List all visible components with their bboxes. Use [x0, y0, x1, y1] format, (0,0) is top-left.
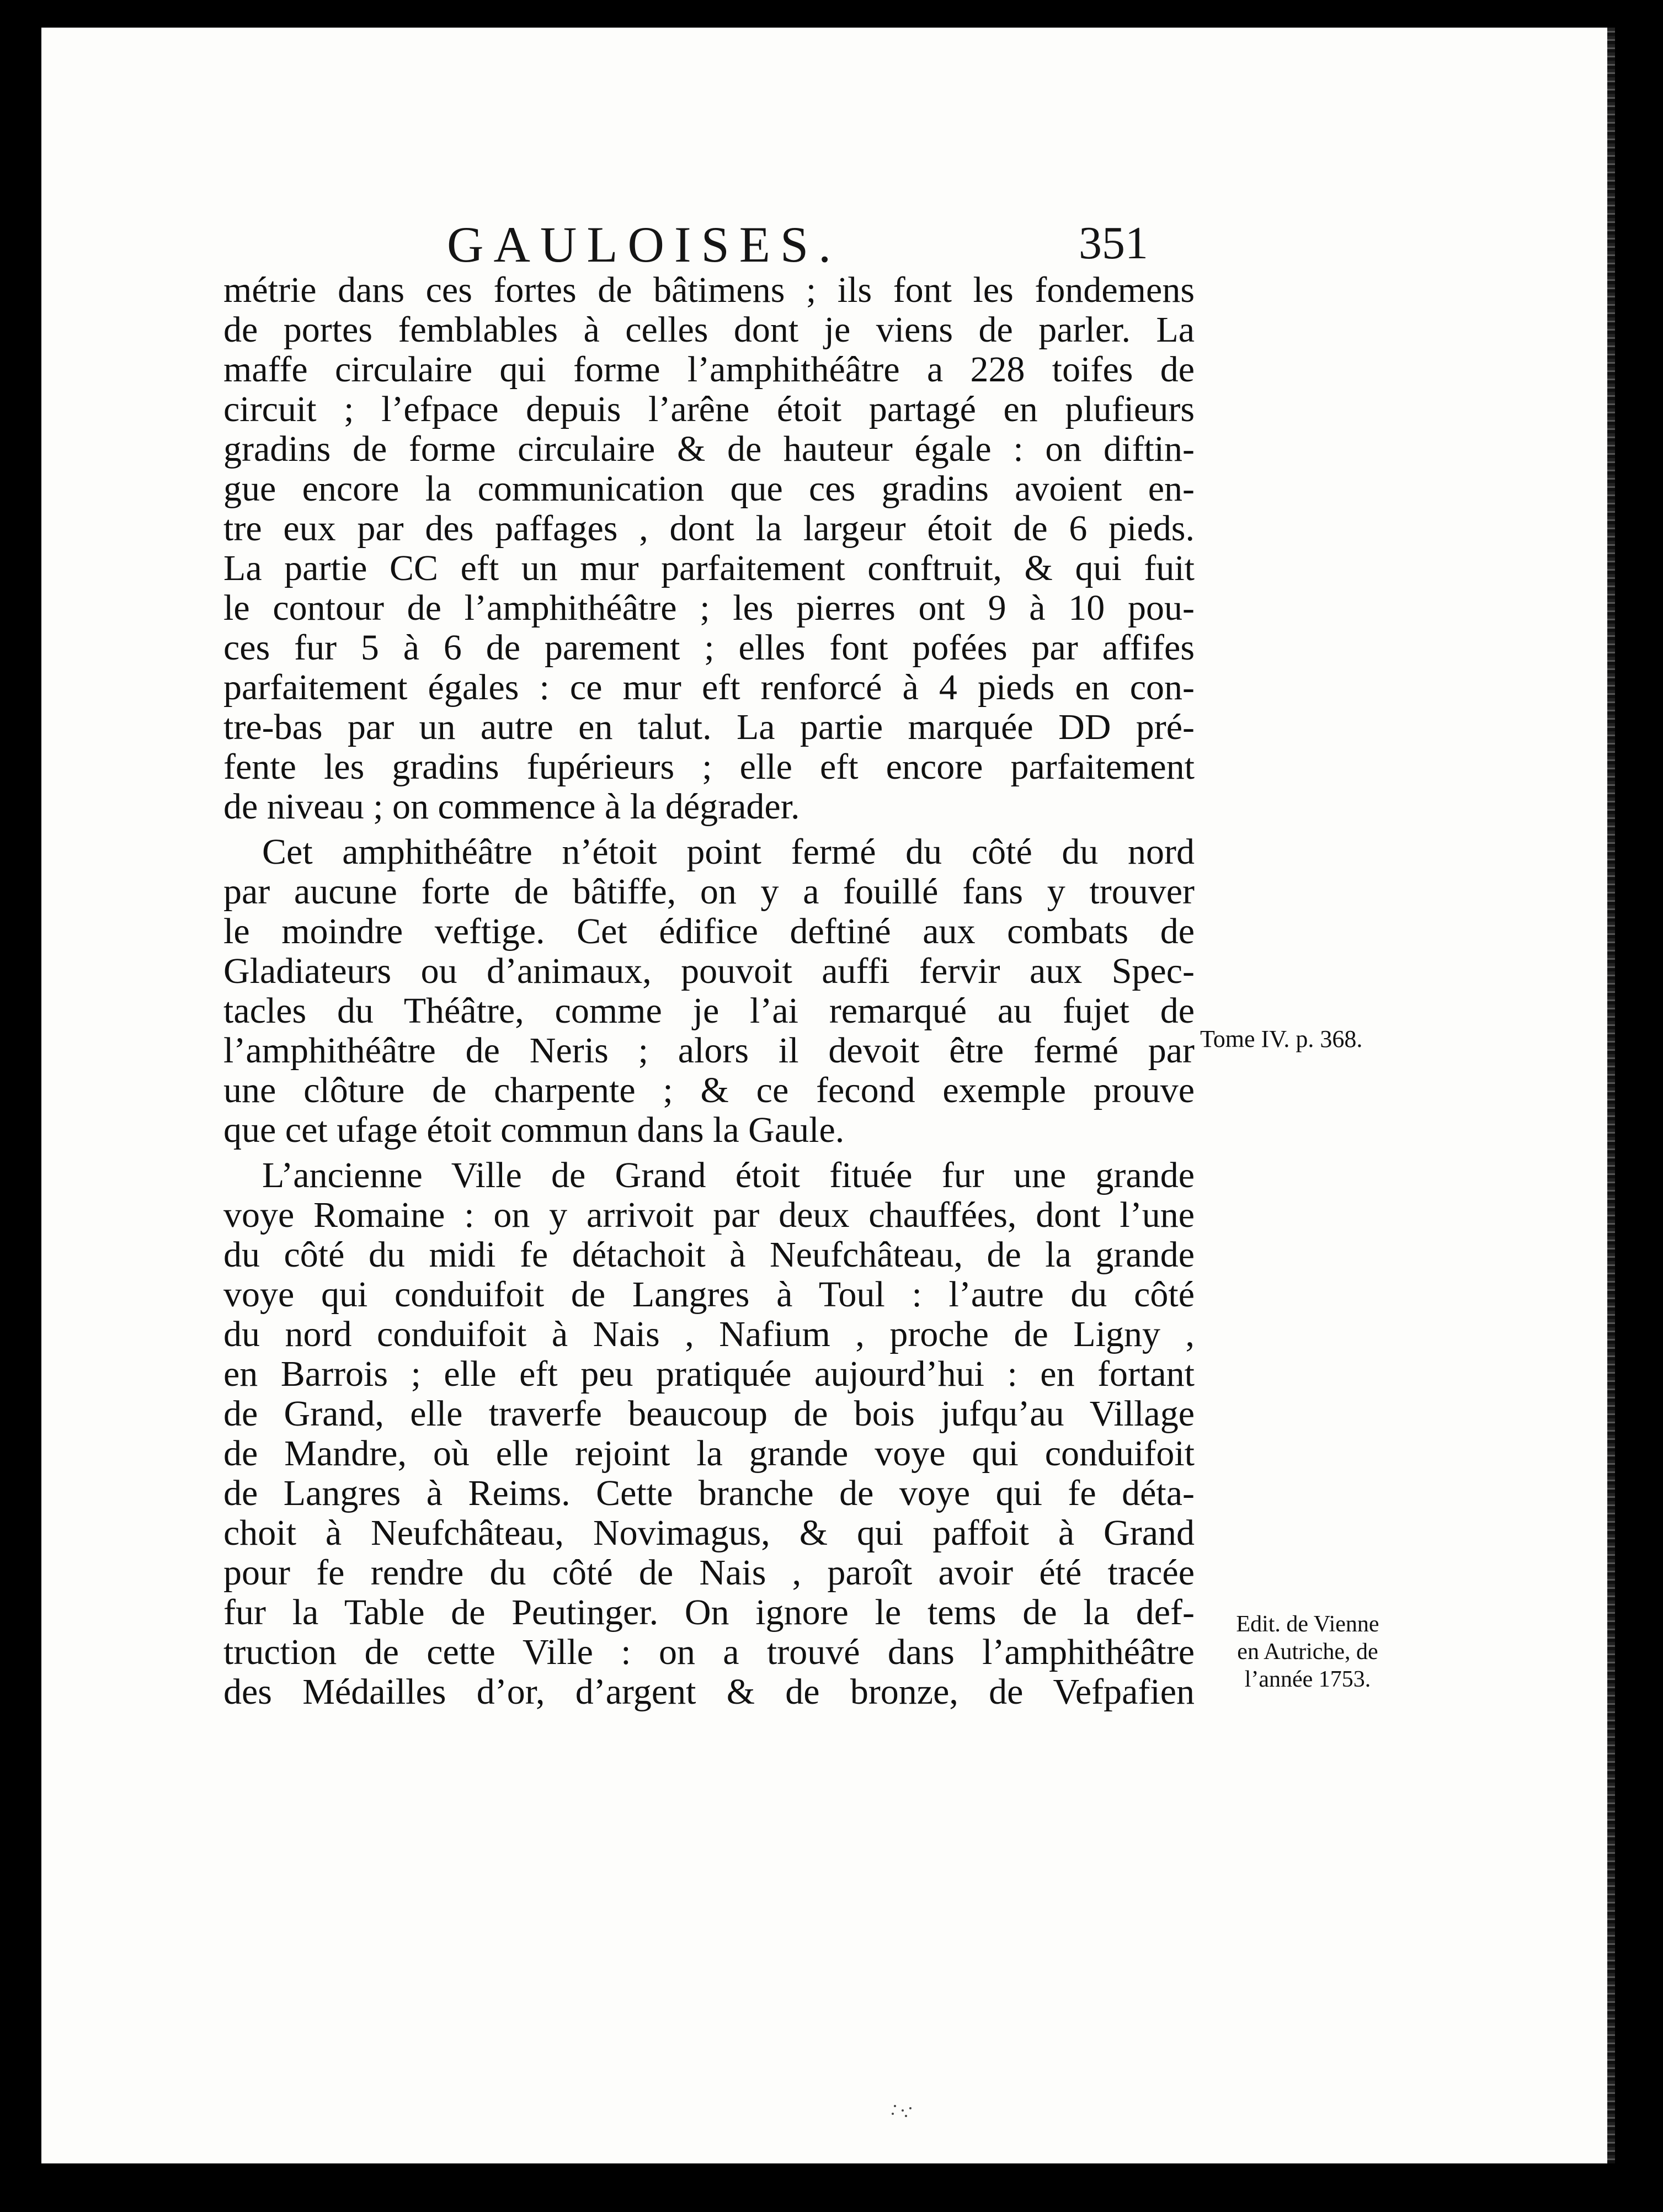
text-line: métrie dans ces fortes de bâtimens ; ils font les fondemens	[223, 270, 1195, 310]
margin-note-line: l’année 1753.	[1244, 1667, 1371, 1692]
margin-note-line: Edit. de Vienne	[1236, 1612, 1379, 1637]
text-line: tre eux par des paffages , dont la largeur étoit de 6 pieds.	[223, 508, 1195, 549]
text-line: une clôture de charpente ; & ce fecond exemple prouve	[223, 1070, 1195, 1110]
text-line: de Langres à Reims. Cette branche de voye qui fe déta-	[223, 1473, 1195, 1513]
text-line: par aucune forte de bâtiffe, on y a fouillé fans y trouver	[223, 871, 1195, 912]
text-line: fur la Table de Peutinger. On ignore le tems de la def-	[223, 1592, 1195, 1633]
ink-specks	[888, 2103, 921, 2119]
book-page	[41, 28, 1615, 2163]
body-text	[223, 270, 1195, 1712]
scanned-page-edge	[1607, 28, 1615, 2163]
text-line: choit à Neufchâteau, Novimagus, & qui paffoit à Grand	[223, 1513, 1195, 1553]
text-line: pour fe rendre du côté de Nais , paroît avoir été tracée	[223, 1552, 1195, 1593]
text-line: de Mandre, où elle rejoint la grande voye qui conduifoit	[223, 1433, 1195, 1474]
text-line: L’ancienne Ville de Grand étoit fituée fur une grande	[262, 1155, 1195, 1195]
text-line: du côté du midi fe détachoit à Neufchâteau, de la grande	[223, 1235, 1195, 1275]
text-line: en Barrois ; elle eft peu pratiquée aujourd’hui : en fortant	[223, 1354, 1195, 1394]
text-line: du nord conduifoit à Nais , Nafium , proche de Ligny ,	[223, 1314, 1195, 1354]
text-line: de niveau ; on commence à la dégrader.	[223, 786, 800, 827]
text-line: La partie CC eft un mur parfaitement conftruit, & qui fuit	[223, 548, 1195, 588]
text-line: Cet amphithéâtre n’étoit point fermé du côté du nord	[262, 832, 1195, 872]
text-line: le moindre veftige. Cet édifice deftiné aux combats de	[223, 911, 1195, 951]
text-line: des Médailles d’or, d’argent & de bronze, de Vefpafien	[223, 1672, 1195, 1712]
text-line: de portes femblables à celles dont je viens de parler. La	[223, 310, 1195, 350]
margin-note-tome	[1200, 1024, 1415, 1055]
text-line: voye Romaine : on y arrivoit par deux chauffées, dont l’une	[223, 1195, 1195, 1235]
text-line: Gladiateurs ou d’animaux, pouvoit auffi fervir aux Spec-	[223, 951, 1195, 991]
text-line: gradins de forme circulaire & de hauteur égale : on diftin-	[223, 429, 1195, 469]
text-line: de Grand, elle traverfe beaucoup de bois jufqu’au Village	[223, 1394, 1195, 1434]
text-line: le contour de l’amphithéâtre ; les pierres ont 9 à 10 pou-	[223, 588, 1195, 628]
text-line: tre-bas par un autre en talut. La partie marquée DD pré-	[223, 707, 1195, 747]
text-line: circuit ; l’efpace depuis l’arêne étoit partagé en plufieurs	[223, 389, 1195, 429]
text-line: maffe circulaire qui forme l’amphithéâtre a 228 toifes de	[223, 349, 1195, 390]
margin-note-line: en Autriche, de	[1237, 1639, 1378, 1665]
text-line: ces fur 5 à 6 de parement ; elles font pofées par affifes	[223, 628, 1195, 668]
text-line: truction de cette Ville : on a trouvé dans l’amphithéâtre	[223, 1632, 1195, 1672]
text-line: que cet ufage étoit commun dans la Gaule.	[223, 1110, 845, 1150]
running-head: GAULOISES.	[447, 216, 841, 273]
text-line: voye qui conduifoit de Langres à Toul : l’autre du côté	[223, 1274, 1195, 1315]
margin-note-line: Tome IV. p. 368.	[1200, 1025, 1363, 1052]
margin-note-edition	[1200, 1610, 1415, 1693]
text-line: gue encore la communication que ces gradins avoient en-	[223, 469, 1195, 509]
text-line: l’amphithéâtre de Neris ; alors il devoit être fermé par	[223, 1030, 1195, 1071]
text-line: parfaitement égales : ce mur eft renforcé à 4 pieds en con-	[223, 667, 1195, 708]
text-line: fente les gradins fupérieurs ; elle eft encore parfaitement	[223, 747, 1195, 787]
text-line: tacles du Théâtre, comme je l’ai remarqué au fujet de	[223, 991, 1195, 1031]
page-number: 351	[1079, 217, 1148, 269]
